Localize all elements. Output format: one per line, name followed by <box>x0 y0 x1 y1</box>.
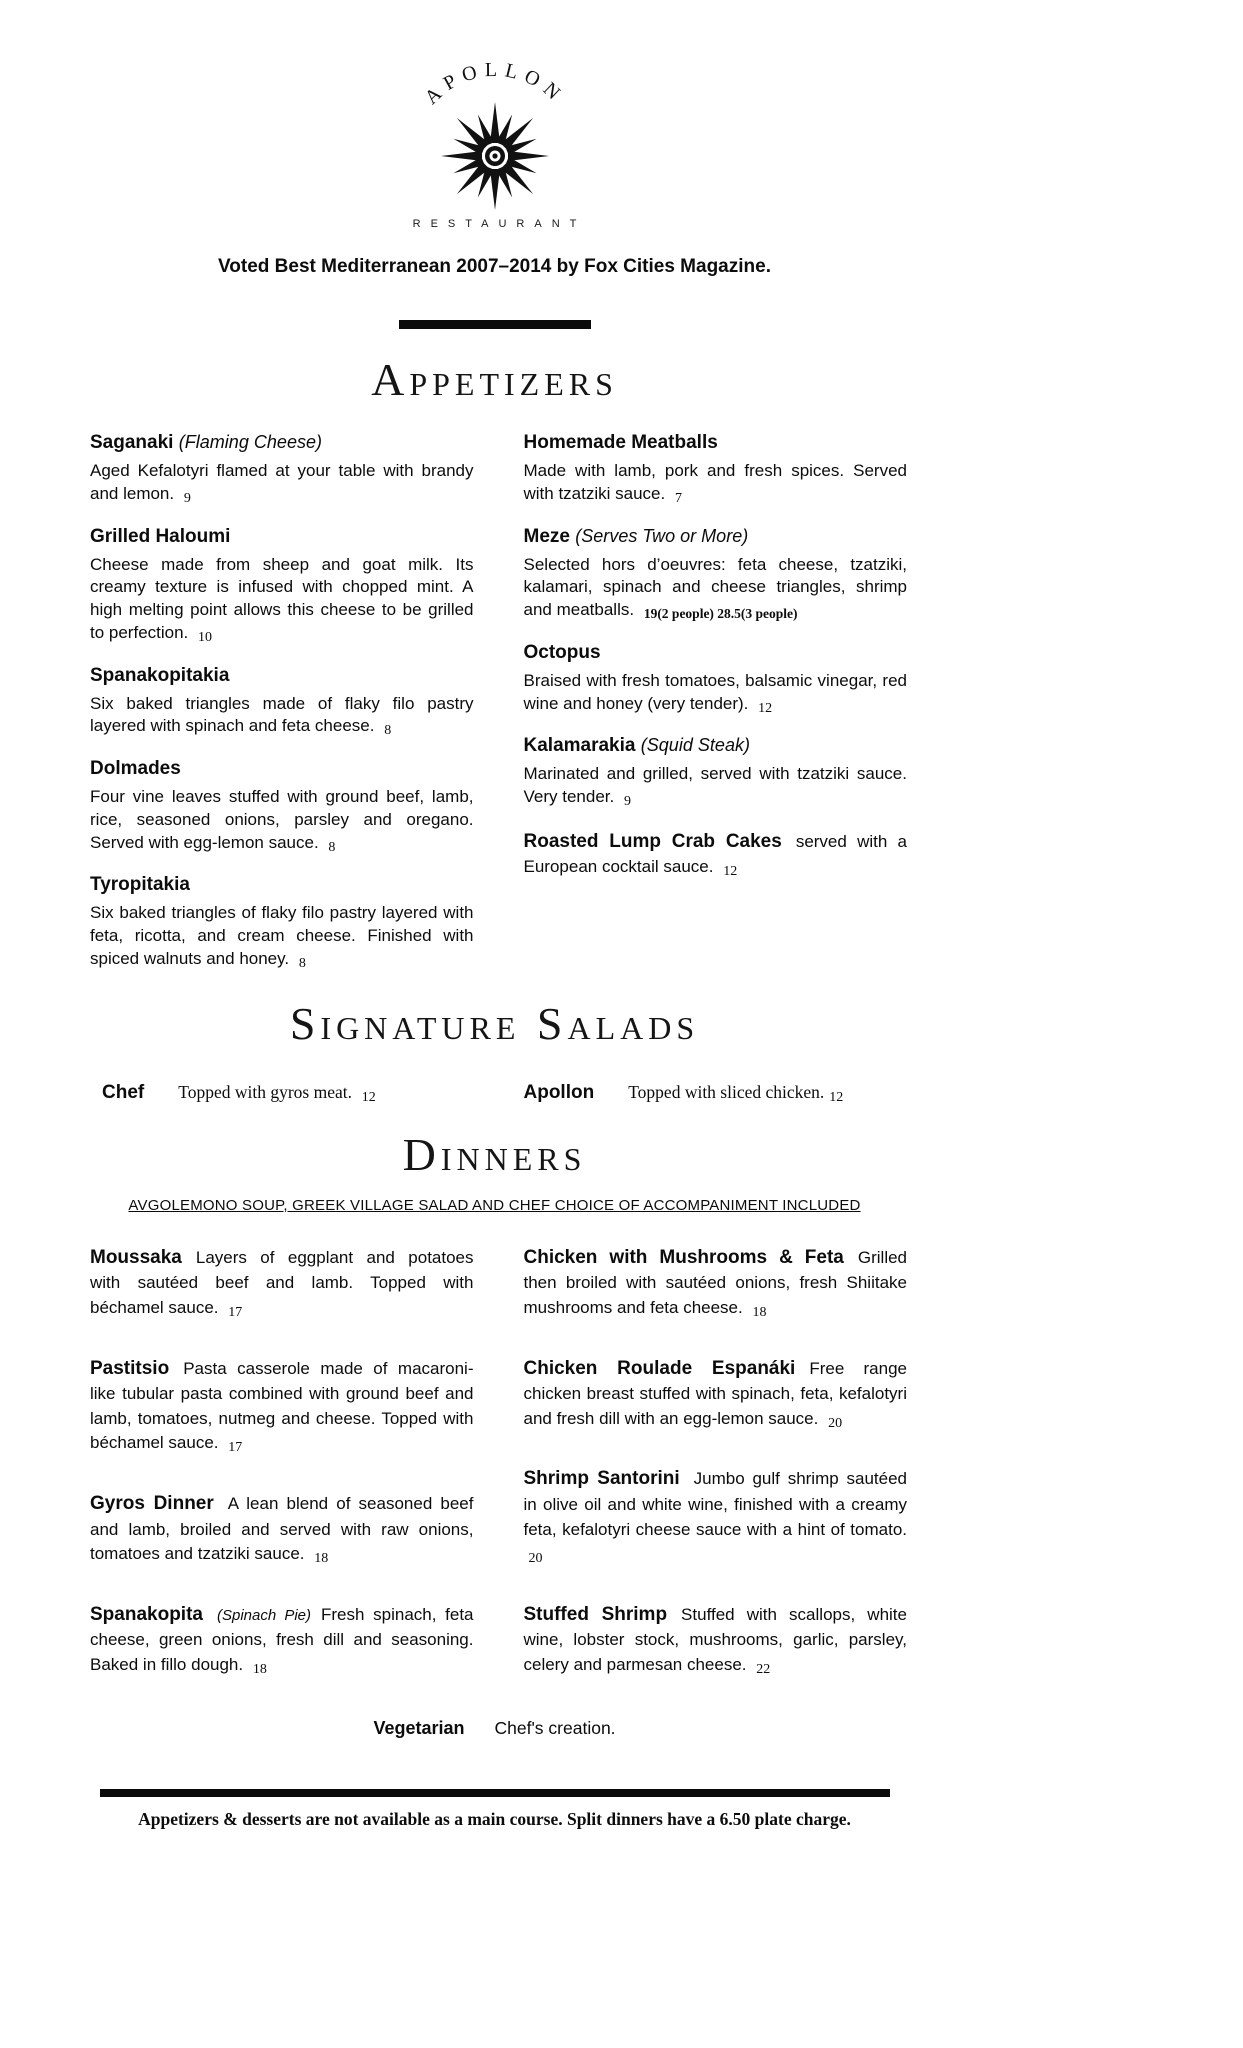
appetizers-right-column <box>524 432 908 991</box>
menu-item-kalamarakia <box>524 735 908 809</box>
menu-item-grilled-haloumi <box>90 526 474 645</box>
item-desc-text: Cheese made from sheep and goat milk. Its creamy texture is infused with chopped mint. A high melting point allows this cheese to be grilled to perfection. <box>90 554 474 642</box>
item-name-text: Roasted Lump Crab Cakes <box>523 830 782 852</box>
vegetarian-label: Vegetarian <box>373 1717 465 1738</box>
item-price: 20 <box>528 1551 543 1567</box>
item-description <box>524 460 908 506</box>
item-desc-text: Topped with gyros meat. <box>178 1081 352 1102</box>
dinners-title: Dinners <box>402 1128 587 1180</box>
item-price: 7 <box>674 490 682 506</box>
menu-page <box>42 0 947 1830</box>
header <box>42 50 947 230</box>
menu-item-dolmades <box>90 758 474 854</box>
menu-item-pastitsio <box>90 1355 474 1456</box>
menu-item-octopus <box>524 642 908 716</box>
item-price: 18 <box>752 1304 767 1320</box>
item-price: 17 <box>228 1440 243 1456</box>
item-desc-text: Topped with sliced chicken. <box>628 1081 825 1102</box>
item-name <box>90 874 474 896</box>
item-price: 19(2 people) 28.5(3 people) <box>643 606 798 622</box>
item-name <box>524 432 908 454</box>
item-price: 22 <box>756 1662 771 1678</box>
divider-bar <box>399 320 591 329</box>
dinners-note: AVGOLEMONO SOUP, GREEK VILLAGE SALAD AND CHEF CHOICE OF ACCOMPANIMENT INCLUDED <box>128 1196 861 1214</box>
item-price: 12 <box>758 700 773 716</box>
item-desc-text: Six baked triangles of flaky filo pastry layered with feta, ricotta, and cream cheese. Finished with spiced walnuts and honey. <box>90 903 474 968</box>
menu-item-roasted-lump-crab-cakes <box>524 829 908 879</box>
item-description <box>90 693 474 739</box>
item-price: 8 <box>298 955 306 971</box>
item-name <box>90 432 474 454</box>
item-desc-text: Four vine leaves stuffed with ground beef, lamb, rice, seasoned onions, parsley and oregano. Served with egg-lemon sauce. <box>90 787 474 852</box>
item-desc-text: Fresh spinach, feta cheese, green onions, fresh dill and seasoning. Baked in fillo dough. <box>90 1604 474 1675</box>
footer-bar <box>100 1789 890 1797</box>
item-description <box>524 554 908 622</box>
item-price: 12 <box>361 1089 376 1105</box>
item-name-text: Chicken Roulade Espanáki <box>523 1357 796 1379</box>
menu-item-saganaki <box>90 432 474 506</box>
item-name <box>524 642 908 664</box>
item-name-text: Moussaka <box>90 1246 182 1268</box>
menu-item-gyros-dinner <box>90 1490 474 1567</box>
item-description <box>524 670 908 716</box>
menu-item-spanakopitakia <box>90 665 474 739</box>
item-desc-text: Jumbo gulf shrimp sautéed in olive oil and white wine, finished with a creamy feta, kefalotyri cheese sauce with a hint of tomato. <box>523 1469 907 1539</box>
sunburst-icon <box>441 102 549 210</box>
item-name-text: Grilled Haloumi <box>90 525 231 547</box>
footer-disclaimer: Appetizers & desserts are not available as a main course. Split dinners have a 6.50 plate charge. <box>138 1808 851 1829</box>
item-name <box>90 526 474 548</box>
item-description <box>524 763 908 809</box>
item-price: 17 <box>228 1304 243 1320</box>
menu-item-chicken-roulade-espanaki <box>524 1355 908 1432</box>
item-price: 8 <box>328 839 336 855</box>
item-description <box>90 554 474 645</box>
salads-section <box>42 1082 947 1104</box>
item-price: 12 <box>723 864 738 880</box>
item-subname: (Serves Two or More) <box>575 525 749 546</box>
apollon-logo <box>355 50 635 216</box>
menu-item-homemade-meatballs <box>524 432 908 506</box>
item-description <box>90 786 474 854</box>
item-desc-text: Selected hors d’oeuvres: feta cheese, tzatziki, kalamari, spinach and cheese triangles, shrimp and meatballs. <box>523 554 907 620</box>
item-desc-text: Braised with fresh tomatoes, balsamic vinegar, red wine and honey (very tender). <box>523 670 907 713</box>
item-desc-text: Marinated and grilled, served with tzatziki sauce. Very tender. <box>523 764 907 807</box>
item-desc-text: Grilled then broiled with sautéed onions, fresh Shiitake mushrooms and feta cheese. <box>523 1247 907 1317</box>
logo-arch-text: APOLLON <box>420 58 569 109</box>
item-name-text: Kalamarakia <box>523 735 636 757</box>
item-name-text: Gyros Dinner <box>90 1493 214 1515</box>
item-name-text: Chef <box>102 1081 145 1103</box>
item-name-text: Spanakopitakia <box>90 664 230 686</box>
menu-item-stuffed-shrimp <box>524 1601 908 1678</box>
item-price: 9 <box>623 794 631 810</box>
appetizers-left-column <box>90 432 474 991</box>
item-name-text: Saganaki <box>90 432 174 453</box>
item-name <box>524 526 908 548</box>
menu-item-spanakopita <box>90 1601 474 1678</box>
item-desc-text: A lean blend of seasoned beef and lamb, broiled and served with raw onions, tomatoes and tzatziki sauce. <box>90 1494 474 1564</box>
item-description <box>90 902 474 970</box>
item-name-text: Chicken with Mushrooms & Feta <box>523 1246 844 1268</box>
salad-item-apollon <box>524 1082 908 1104</box>
item-name <box>90 758 474 780</box>
item-desc-text: Free range chicken breast stuffed with spinach, feta, kefalotyri and fresh dill with an egg-lemon sauce. <box>523 1358 907 1428</box>
item-name-text: Homemade Meatballs <box>523 432 718 453</box>
item-desc-text: served with a European cocktail sauce. <box>523 831 907 877</box>
item-name-text: Dolmades <box>90 758 181 780</box>
item-subname: (Spinach Pie) <box>216 1606 311 1624</box>
item-name-text: Spanakopita <box>90 1603 203 1625</box>
item-price: 12 <box>829 1089 844 1105</box>
tagline: Voted Best Mediterranean 2007–2014 by Fox Cities Magazine. <box>218 256 771 277</box>
item-name-text: Shrimp Santorini <box>523 1468 680 1490</box>
item-price: 18 <box>252 1662 267 1678</box>
item-name <box>524 735 908 757</box>
vegetarian-desc: Chef's creation. <box>494 1717 616 1738</box>
item-desc-text: Layers of eggplant and potatoes with sautéed beef and lamb. Topped with béchamel sauce. <box>90 1247 474 1317</box>
item-name-text: Tyropitakia <box>90 874 190 896</box>
item-desc-text: Aged Kefalotyri flamed at your table with brandy and lemon. <box>90 461 474 503</box>
item-desc-text: Stuffed with scallops, white wine, lobster stock, mushrooms, garlic, parsley, celery and parmesan cheese. <box>523 1604 907 1675</box>
item-name <box>90 665 474 687</box>
dinners-section <box>42 1244 947 1712</box>
item-name-text: Pastitsio <box>90 1357 170 1379</box>
appetizers-section <box>42 432 947 991</box>
salad-item-chef <box>90 1082 474 1104</box>
item-name-text: Meze <box>523 525 570 547</box>
dinners-left-column <box>90 1244 474 1712</box>
appetizers-title: Appetizers <box>371 354 618 405</box>
dinners-right-column <box>524 1244 908 1712</box>
item-description <box>90 460 474 506</box>
item-price: 9 <box>183 490 191 506</box>
item-price: 20 <box>828 1415 843 1431</box>
item-price: 10 <box>198 629 213 645</box>
menu-item-moussaka <box>90 1244 474 1321</box>
item-price: 8 <box>384 723 392 739</box>
menu-item-meze <box>524 526 908 622</box>
vegetarian-note <box>42 1718 947 1739</box>
item-name-text: Apollon <box>523 1081 595 1103</box>
item-subname: (Squid Steak) <box>640 735 750 756</box>
logo-restaurant-text: RESTAURANT <box>412 218 587 230</box>
item-subname: (Flaming Cheese) <box>178 432 323 452</box>
menu-item-chicken-with-mushrooms-feta <box>524 1244 908 1321</box>
item-price: 18 <box>314 1551 329 1567</box>
item-desc-text: Pasta casserole made of macaroni-like tubular pasta combined with ground beef and lamb, tomatoes, nutmeg and cheese. Topped with béchamel sauce. <box>90 1358 474 1453</box>
menu-item-shrimp-santorini <box>524 1465 908 1566</box>
item-desc-text: Six baked triangles made of flaky filo pastry layered with spinach and feta cheese. <box>90 693 474 736</box>
item-name-text: Stuffed Shrimp <box>523 1603 668 1625</box>
item-desc-text: Made with lamb, pork and fresh spices. Served with tzatziki sauce. <box>523 461 907 503</box>
salads-title: Signature Salads <box>289 997 700 1049</box>
item-name-text: Octopus <box>523 641 601 663</box>
menu-item-tyropitakia <box>90 874 474 970</box>
